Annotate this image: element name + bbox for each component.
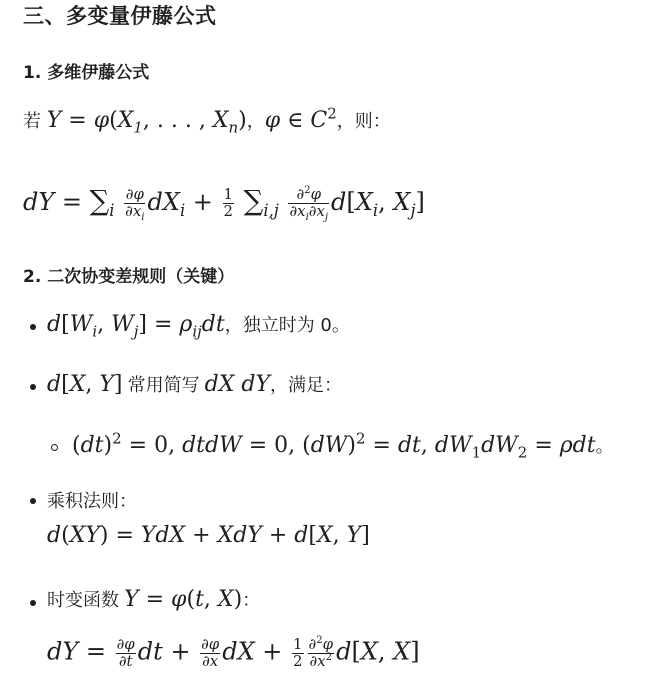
subsection-title-2: 2. 二次协变差规则（关键） (23, 267, 235, 287)
fraction: $\frac{\partial^2\varphi}{\partial x^2}$ (308, 635, 334, 670)
sub-bullet-rules: (dt)$^2$ = 0, dtdW = 0, (dW)$^2$ = dt, $dW_1dW_2 = \rho dt$。 (72, 429, 614, 462)
bullet-shorthand: d[X, Y] 常用简写 dX dY，满足： (47, 372, 343, 397)
intro-formula: $Y = \varphi(X_1$, . . . , $X_n$) (46, 108, 247, 137)
bullet-icon (30, 384, 36, 390)
product-rule-label: 乘积法则： (47, 491, 137, 512)
intro-condition: φ ∈ $C^2$ (264, 104, 337, 133)
bullet-2-text-a: 常用简写 (127, 375, 200, 396)
section-title: 三、多变量伊藤公式 (23, 4, 217, 28)
bullet-2-text-b: ，满足： (270, 375, 343, 396)
intro-suffix: ，则： (336, 111, 391, 132)
bullet-1-text: ，独立时为 0。 (224, 315, 350, 336)
intro-prefix: 若 (23, 111, 41, 132)
intro-line (23, 104, 391, 137)
sub-bullet-icon (51, 444, 58, 451)
bullet-icon (30, 600, 36, 606)
fraction: $\frac{1}{2}$ (293, 635, 303, 670)
intro-sep: ， (246, 111, 265, 132)
fraction: $\frac{\partial\varphi}{\partial t}$ (116, 635, 135, 670)
fraction: $\frac{\partial^2\varphi}{\partial x_i\partial x_j}$ (289, 185, 329, 223)
fraction: $\frac{\partial\varphi}{\partial x_i}$ (125, 185, 145, 223)
product-rule-formula: d(XY) = YdX + XdY + d[X, Y] (47, 523, 370, 548)
bullet-icon (30, 324, 36, 330)
ito-formula-multidim: dY = $\sum_i$ $\frac{\partial\varphi}{\partial x_i}$ $dX_i$ + $\frac{1}{2}$ $\sum_{i,j}$ $\frac{\partial^2\varphi}{\partial x_i\partial x_j}$ $d[X_i$, $X_j$] (23, 184, 425, 223)
bullet-covariation: $d[W_i$, $W_j] = \rho_{ij}dt$，独立时为 0。 (47, 312, 350, 341)
bullet-icon (30, 498, 36, 504)
bullet-4-label: 时变函数 (47, 590, 119, 611)
fraction: $\frac{1}{2}$ (223, 185, 234, 220)
time-dependent-line: 时变函数 Y = φ(t, X)： (47, 587, 261, 612)
bullet-4-suffix: ： (242, 590, 261, 611)
time-dependent-ito-formula: dY = $\frac{\partial\varphi}{\partial t}$ dt + $\frac{\partial\varphi}{\partial x}$ dX + $\frac{1}{2}$ $\frac{\partial^2\varphi}{\partial x^2}$ d[X, X] (47, 635, 420, 670)
fraction: $\frac{\partial\varphi}{\partial x}$ (201, 635, 220, 670)
subsection-title-1: 1. 多维伊藤公式 (23, 63, 150, 83)
